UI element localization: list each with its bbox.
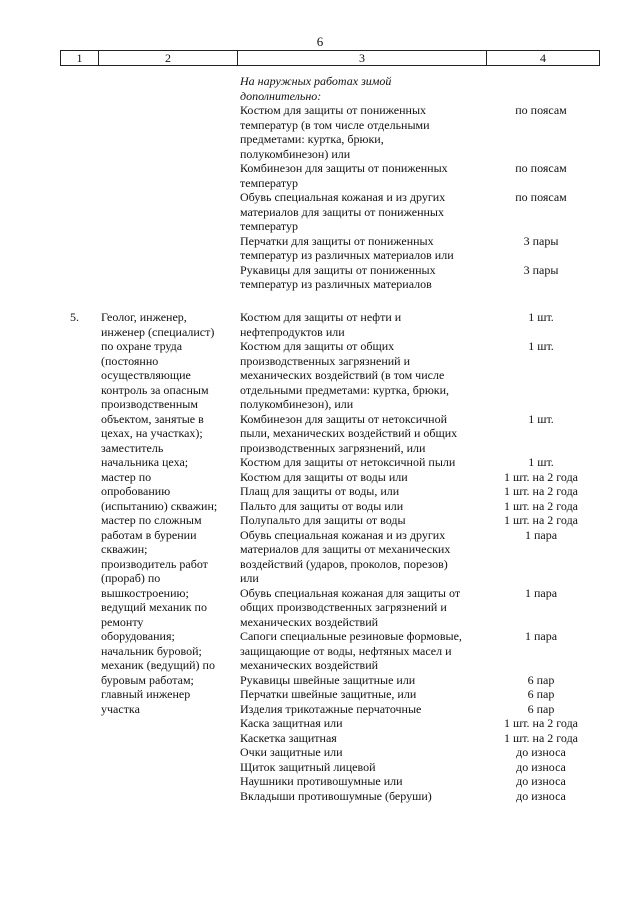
position-title-line: производитель работ [101, 556, 208, 571]
item-name-line: защищающие от воды, нефтяных масел и [240, 643, 452, 658]
item-name-line: Щиток защитный лицевой [240, 759, 376, 774]
position-title-line: заместитель [101, 440, 164, 455]
item-name-line: Комбинезон для защиты от нетоксичной [240, 411, 448, 426]
item-name-line: Наушники противошумные или [240, 774, 403, 788]
item-name-line: механических воздействий (в том числе [240, 368, 445, 382]
item-name-line: температур (в том числе отдельными [240, 117, 430, 132]
position-title-line: (постоянно [101, 353, 159, 368]
column-header-row [61, 51, 600, 66]
quantity: 1 шт. на 2 года [503, 730, 579, 745]
item-name-line: Очки защитные или [240, 745, 343, 759]
position-title-line: участка [101, 701, 140, 716]
position-title-line: работам в бурении [101, 527, 197, 542]
quantity: 1 шт. на 2 года [503, 513, 579, 527]
quantity: до износа [516, 788, 566, 803]
item-name-line: температур [240, 219, 299, 233]
item-name-line: температур [240, 175, 299, 190]
item-name-line: Обувь специальная кожаная и из других [240, 190, 446, 204]
quantity: 1 шт. на 2 года [503, 498, 579, 513]
item-name-line: Перчатки швейные защитные, или [240, 687, 417, 701]
position-title-line: производственным [101, 397, 198, 411]
quantity: 1 шт. [528, 339, 554, 353]
position-title-line: опробованию [101, 484, 171, 498]
position-title-line: (прораб) по [101, 571, 161, 585]
quantity: 3 пары [523, 233, 559, 248]
quantity: 1 шт. на 2 года [503, 484, 579, 498]
item-name-line: Комбинезон для защиты от пониженных [240, 161, 448, 175]
position-title-line: начальника цеха; [101, 455, 189, 469]
quantity: 1 шт. [528, 310, 554, 324]
quantity: до износа [516, 774, 566, 788]
quantity: 6 пар [527, 687, 555, 701]
quantity: 1 пара [524, 629, 558, 643]
item-name-line: нефтепродуктов или [240, 324, 345, 339]
item-name-line: Обувь специальная кожаная и из других [240, 527, 446, 542]
item-name-line: Костюм для защиты от воды или [240, 469, 408, 484]
position-title-line: мастер по [101, 469, 152, 484]
item-name-line: полукомбинезон), или [240, 397, 354, 411]
section-heading: На наружных работах зимой [240, 74, 392, 88]
item-name-line: Вкладыши противошумные (беруши) [240, 788, 432, 803]
row-number: 5. [70, 310, 79, 324]
position-title-line: начальник буровой; [101, 643, 202, 658]
item-name-line: Обувь специальная кожаная для защиты от [240, 585, 461, 600]
position-title-line: по охране труда [101, 339, 183, 353]
item-name-line: механических воздействий [240, 658, 379, 672]
position-title-line: Геолог, инженер, [101, 310, 187, 324]
column-header-table [60, 50, 600, 66]
item-name-line: материалов для защиты от пониженных [240, 204, 444, 219]
item-name-line: Плащ для защиты от воды, или [240, 484, 400, 498]
item-name-line: Перчатки для защиты от пониженных [240, 233, 434, 248]
items-list-winter [240, 74, 488, 292]
item-name-line: Костюм для защиты от нетоксичной пыли [240, 455, 456, 469]
position-title [101, 310, 235, 716]
item-name-line: полукомбинезон) или [240, 146, 351, 161]
quantity: по поясам [515, 103, 567, 117]
position-title-line: инженер (специалист) [101, 324, 215, 339]
item-name-line: Полупальто для защиты от воды [240, 513, 406, 527]
quantity: 1 пара [524, 585, 558, 600]
quantity: до износа [516, 745, 566, 759]
column-header-2: 2 [99, 51, 238, 66]
page-number: 6 [316, 34, 324, 49]
item-name-line: Изделия трикотажные перчаточные [240, 701, 422, 716]
item-name-line: механических воздействий [240, 614, 379, 629]
position-title-line: мастер по сложным [101, 513, 202, 527]
position-title-line: механик (ведущий) по [101, 658, 215, 672]
item-name-line: воздействий (ударов, проколов, порезов) [240, 556, 448, 571]
column-header-1: 1 [61, 51, 99, 66]
item-name-line: Костюм для защиты от нефти и [240, 310, 402, 324]
position-title-line: ремонту [101, 614, 144, 629]
item-name-line: Сапоги специальные резиновые формовые, [240, 629, 462, 643]
quantity: по поясам [515, 190, 567, 204]
item-name-line: производственных загрязнений и [240, 353, 411, 368]
quantity: 1 шт. на 2 года [503, 469, 579, 484]
quantity: 6 пар [527, 672, 555, 687]
item-name-line: Костюм для защиты от общих [240, 339, 395, 353]
items-list [240, 310, 488, 803]
position-title-line: осуществляющие [101, 368, 191, 382]
item-name-line: общих производственных загрязнений и [240, 600, 447, 614]
item-name-line: Костюм для защиты от пониженных [240, 103, 427, 117]
item-name-line: материалов для защиты от механических [240, 542, 451, 556]
item-name-line: Рукавицы швейные защитные или [240, 672, 416, 687]
item-name-line: температур из различных материалов [240, 277, 432, 291]
position-title-line: главный инженер [101, 687, 191, 701]
column-header-3: 3 [238, 51, 487, 66]
item-name-line: предметами: куртка, брюки, [240, 132, 384, 146]
quantity: 1 шт. [528, 455, 554, 469]
quantity: 1 пара [524, 527, 558, 542]
position-title-line: буровым работам; [101, 672, 194, 687]
position-title-line: (испытанию) скважин; [101, 498, 218, 513]
position-title-line: вышкостроению; [101, 585, 189, 600]
item-name-line: пыли, механических воздействий и общих [240, 426, 458, 440]
column-header-4: 4 [487, 51, 600, 66]
item-name-line: Пальто для защиты от воды или [240, 498, 404, 513]
position-title-line: объектом, занятые в [101, 411, 204, 426]
item-name-line: температур из различных материалов или [240, 248, 454, 262]
quantity: по поясам [515, 161, 567, 175]
quantity: 1 шт. на 2 года [503, 716, 579, 730]
position-title-line: скважин; [101, 542, 148, 556]
position-title-line: контроль за опасным [101, 382, 209, 397]
quantity: 1 шт. [528, 411, 554, 426]
item-name-line: производственных загрязнений, или [240, 440, 426, 455]
item-name-line: или [240, 571, 259, 585]
quantity: 6 пар [527, 701, 555, 716]
item-name-line: Рукавицы для защиты от пониженных [240, 262, 436, 277]
section-heading: дополнительно: [240, 88, 322, 103]
position-title-line: оборудования; [101, 629, 175, 643]
position-title-line: ведущий механик по [101, 600, 207, 614]
item-name-line: отдельными предметами: куртка, брюки, [240, 382, 450, 397]
position-title-line: цехах, на участках); [101, 426, 203, 440]
quantity: до износа [516, 759, 566, 774]
item-name-line: Каскетка защитная [240, 730, 337, 745]
item-name-line: Каска защитная или [240, 716, 343, 730]
quantity: 3 пары [523, 262, 559, 277]
